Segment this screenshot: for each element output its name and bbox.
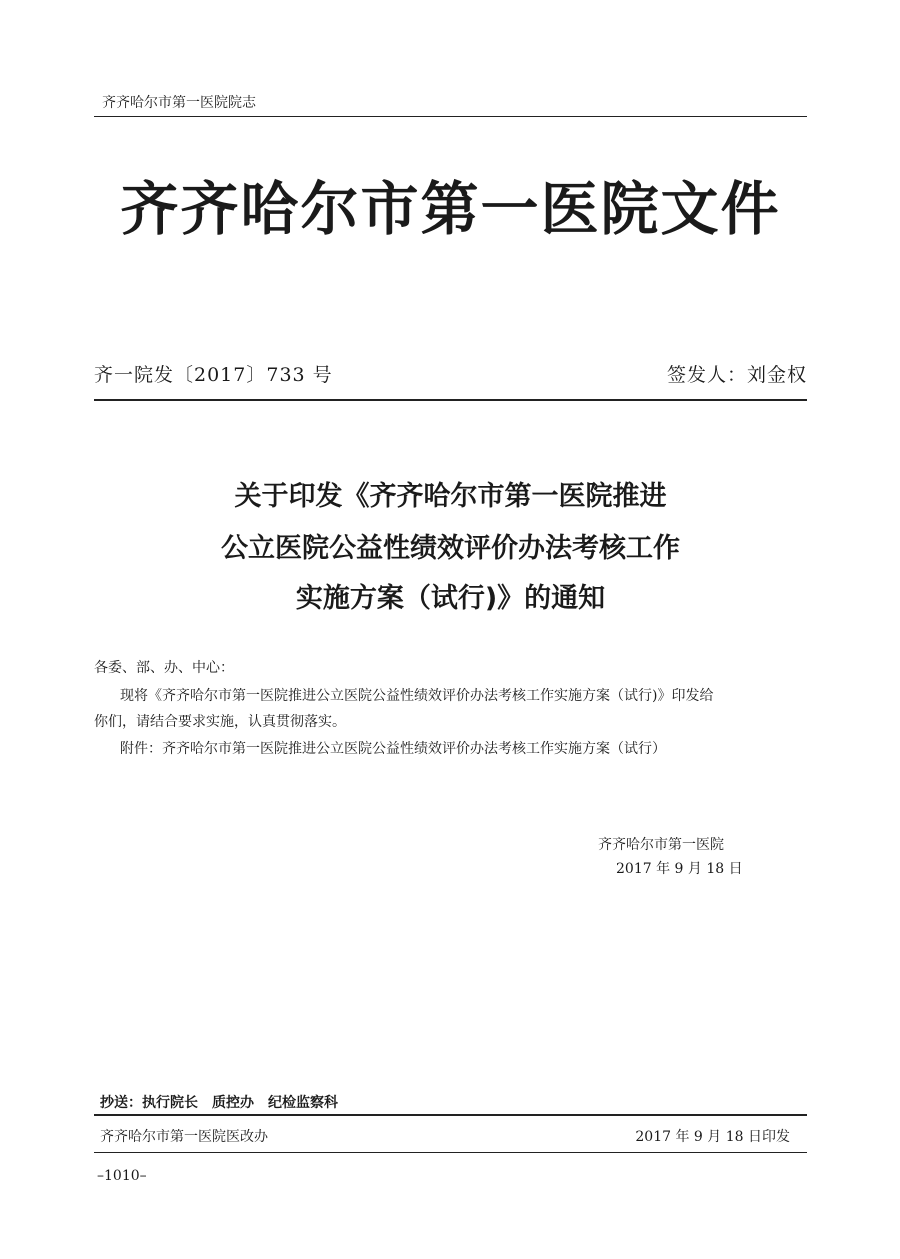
footer-divider-top bbox=[94, 1114, 807, 1116]
cc-recipient: 执行院长 bbox=[142, 1095, 198, 1111]
subject-line-3: 实施方案（试行)》的通知 bbox=[295, 583, 606, 614]
issue-date: 2017 年 9 月 18 日 bbox=[616, 861, 743, 877]
subject-line-2: 公立医院公益性绩效评价办法考核工作 bbox=[221, 533, 680, 564]
body-paragraph-line-1: 现将《齐齐哈尔市第一医院推进公立医院公益性绩效评价办法考核工作实施方案（试行)》印发给 bbox=[120, 688, 714, 704]
signer: 签发人：刘金权 bbox=[666, 364, 807, 386]
header-divider bbox=[94, 116, 807, 117]
cc-list bbox=[100, 1092, 352, 1112]
document-title: 齐齐哈尔市第一医院文件 bbox=[120, 175, 781, 243]
page-number: –1010– bbox=[97, 1168, 147, 1184]
cc-label: 抄送： bbox=[100, 1095, 142, 1111]
document-number: 齐一院发〔2017〕733 号 bbox=[94, 364, 333, 386]
subject-line-1: 关于印发《齐齐哈尔市第一医院推进 bbox=[234, 481, 667, 512]
footer-date: 2017 年 9 月 18 日印发 bbox=[635, 1129, 790, 1145]
cc-recipient: 纪检监察科 bbox=[268, 1095, 338, 1111]
attachment-note: 附件：齐齐哈尔市第一医院推进公立医院公益性绩效评价办法考核工作实施方案（试行） bbox=[120, 741, 666, 757]
footer-office: 齐齐哈尔市第一医院医改办 bbox=[100, 1129, 268, 1145]
cc-recipient: 质控办 bbox=[212, 1095, 254, 1111]
title-divider bbox=[94, 399, 807, 401]
body-paragraph-line-2: 你们，请结合要求实施，认真贯彻落实。 bbox=[94, 714, 346, 730]
salutation: 各委、部、办、中心： bbox=[94, 660, 234, 676]
running-header: 齐齐哈尔市第一医院院志 bbox=[102, 95, 256, 111]
issuer-name: 齐齐哈尔市第一医院 bbox=[598, 837, 724, 853]
footer-divider-bottom bbox=[94, 1152, 807, 1153]
